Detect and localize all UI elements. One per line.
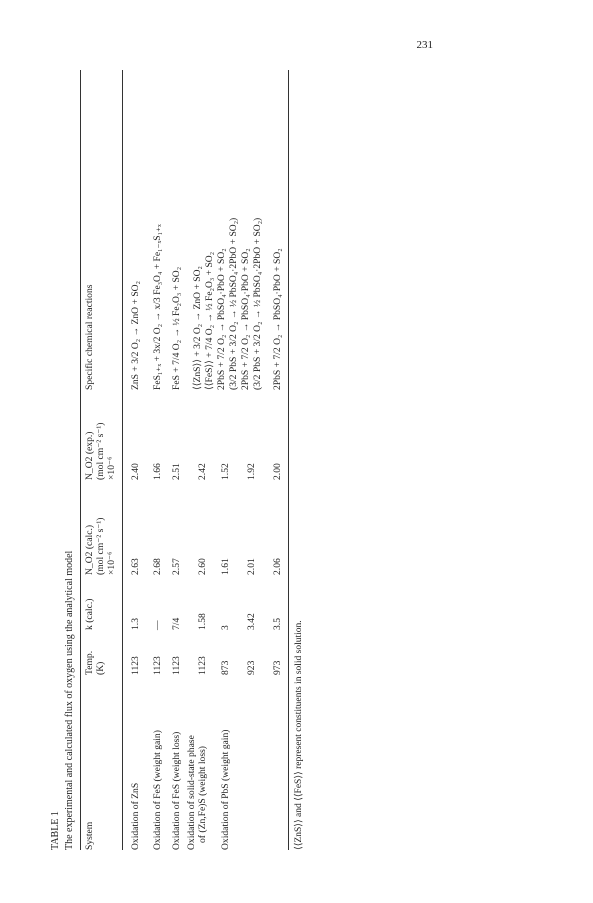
row-2-calc: 2.68 <box>152 558 163 575</box>
row-6-k: 3.42 <box>246 613 257 630</box>
header-k: k (calc.) <box>84 598 95 630</box>
row-4-temp: 1123 <box>197 656 208 675</box>
header-exp-2: (mol cm⁻² s⁻¹) <box>95 422 106 480</box>
row-5-k: 3 <box>220 625 231 630</box>
row-6-reaction-2: (3/2 PbS + 3/2 O₂ → ½ PbSO₄·2PbO + SO₂) <box>252 217 263 390</box>
row-7-reaction-1: 2PbS + 7/2 O₂ → PbSO₄·PbO + SO₂ <box>272 248 283 390</box>
row-4-reaction-1: ⟨⟨ZnS⟩⟩ + 3/2 O₂ → ZnO + SO₂ <box>192 266 203 390</box>
row-2-reaction-1: FeS₁₊ₓ + 3x/2 O₂ → x/3 Fe₃O₄ + Fe₁₋ₓS₁₊ₓ <box>152 224 163 390</box>
row-6-calc: 2.01 <box>246 558 257 575</box>
row-3-exp: 2.51 <box>171 463 182 480</box>
row-7-k: 3.5 <box>272 618 283 630</box>
header-system: System <box>84 821 95 850</box>
row-4-system-2: of (Zn,Fe)S (weight loss) <box>197 746 208 843</box>
row-5-system: Oxidation of PbS (weight gain) <box>220 729 231 850</box>
table-label: TABLE 1 <box>50 811 61 850</box>
row-4-exp: 2.42 <box>197 463 208 480</box>
row-3-calc: 2.57 <box>171 558 182 575</box>
row-3-temp: 1123 <box>171 656 182 675</box>
header-temp-2: (K) <box>95 661 106 675</box>
row-5-reaction-1: 2PbS + 7/2 O₂ → PbSO₄·PbO + SO₂ <box>216 248 227 390</box>
row-6-reaction-1: 2PbS + 7/2 O₂ → PbSO₄·PbO + SO₂ <box>240 248 251 390</box>
row-3-system: Oxidation of FeS (weight loss) <box>171 731 182 850</box>
row-7-calc: 2.06 <box>272 558 283 575</box>
rotated-table-block <box>50 70 350 850</box>
row-2-system: Oxidation of FeS (weight gain) <box>152 730 163 850</box>
row-7-exp: 2.00 <box>272 463 283 480</box>
row-5-reaction-2: (3/2 PbS + 3/2 O₂ → ½ PbSO₄·2PbO + SO₂) <box>228 217 239 390</box>
row-1-system: Oxidation of ZnS <box>130 782 141 850</box>
row-4-calc: 2.60 <box>197 558 208 575</box>
row-3-k: 7/4 <box>171 617 182 630</box>
header-calc-2: (mol cm⁻² s⁻¹) <box>95 517 106 575</box>
row-2-exp: 1.66 <box>152 463 163 480</box>
row-4-reaction-2: ⟨⟨FeS⟩⟩ + 7/4 O₂ → ½ Fe₂O₃ + SO₂ <box>204 251 215 390</box>
row-5-calc: 1.61 <box>220 558 231 575</box>
row-2-k: — <box>152 620 163 630</box>
header-calc-1: N_O2 (calc.) <box>84 524 95 575</box>
header-exp-3: ×10⁻⁶ <box>106 456 117 480</box>
row-4-k: 1.58 <box>197 613 208 630</box>
header-rule <box>122 70 123 850</box>
row-5-temp: 873 <box>220 660 231 675</box>
row-3-reaction-1: FeS + 7/4 O₂ → ½ Fe₂O₃ + SO₂ <box>171 266 182 390</box>
row-1-k: 1.3 <box>130 618 141 630</box>
row-1-temp: 1123 <box>130 656 141 675</box>
table-caption: The experimental and calculated flux of oxygen using the analytical model <box>64 550 75 850</box>
row-1-exp: 2.40 <box>130 463 141 480</box>
table-footnote: ⟨⟨ZnS⟩⟩ and ⟨⟨FeS⟩⟩ represent constituents in solid solution. <box>294 620 304 850</box>
row-4-system-1: Oxidation of solid-state phase <box>186 735 197 850</box>
header-reactions: Specific chemical reactions <box>84 284 95 390</box>
bottom-rule <box>288 70 289 850</box>
top-rule <box>80 70 81 850</box>
row-2-temp: 1123 <box>152 656 163 675</box>
row-6-temp: 923 <box>246 660 257 675</box>
row-1-reaction-1: ZnS + 3/2 O₂ → ZnO + SO₂ <box>130 281 141 390</box>
row-6-exp: 1.92 <box>246 463 257 480</box>
header-calc-3: ×10⁻⁶ <box>106 551 117 575</box>
row-1-calc: 2.63 <box>130 558 141 575</box>
row-7-temp: 973 <box>272 660 283 675</box>
row-5-exp: 1.52 <box>220 463 231 480</box>
page-number: 231 <box>416 39 433 51</box>
header-temp-1: Temp. <box>84 650 95 675</box>
header-exp-1: N_O2 (exp.) <box>84 431 95 480</box>
